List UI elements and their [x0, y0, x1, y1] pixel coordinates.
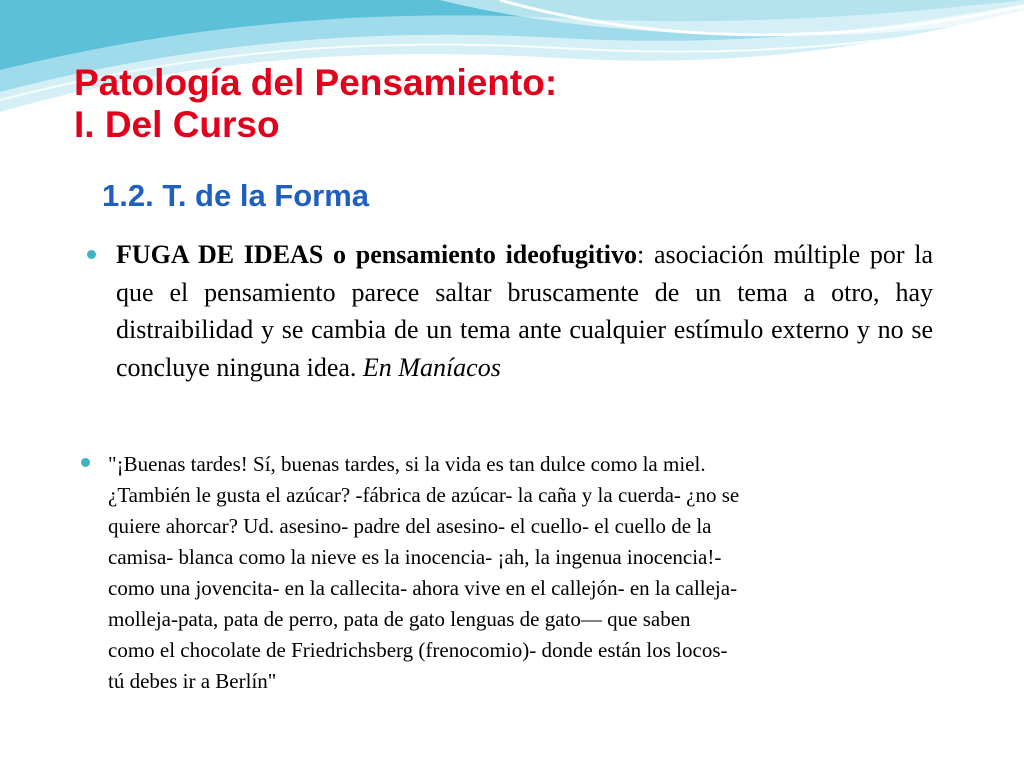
bullet-2-quote [108, 449, 938, 697]
slide-subtitle: 1.2. T. de la Forma [102, 178, 370, 213]
title-line-2: I. Del Curso [74, 104, 280, 145]
bullet-1-dot [87, 250, 96, 259]
quote-line: como una jovencita- en la callecita- ahora vive en el callejón- en la calleja- [108, 576, 738, 600]
definition-text: : asociación múltiple por la que el pensamiento parece saltar bruscamente de un tema a otro, hay distraibilidad y se cambia de un tema ante cualquier estímulo externo y no se concluye ninguna idea. [116, 240, 933, 382]
slide-title [74, 62, 557, 146]
example-label: En Maníacos [362, 352, 501, 382]
quote-line: "¡Buenas tardes! Sí, buenas tardes, si la vida es tan dulce como la miel. [108, 452, 706, 476]
quote-line: tú debes ir a Berlín" [108, 669, 277, 693]
quote-line: camisa- blanca como la nieve es la inocencia- ¡ah, la ingenua inocencia!- [108, 545, 722, 569]
bullet-1-text [116, 236, 933, 386]
bullet-2-dot [81, 458, 90, 467]
quote-line: como el chocolate de Friedrichsberg (frenocomio)- donde están los locos- [108, 638, 728, 662]
title-line-1: Patología del Pensamiento: [74, 62, 558, 103]
quote-line: molleja-pata, pata de perro, pata de gato lenguas de gato— que saben [108, 607, 691, 631]
quote-line: ¿También le gusta el azúcar? -fábrica de azúcar- la caña y la cuerda- ¿no se [108, 483, 740, 507]
quote-line: quiere ahorcar? Ud. asesino- padre del asesino- el cuello- el cuello de la [108, 514, 712, 538]
term-fuga-de-ideas: FUGA DE IDEAS o pensamiento ideofugitivo [116, 240, 638, 269]
